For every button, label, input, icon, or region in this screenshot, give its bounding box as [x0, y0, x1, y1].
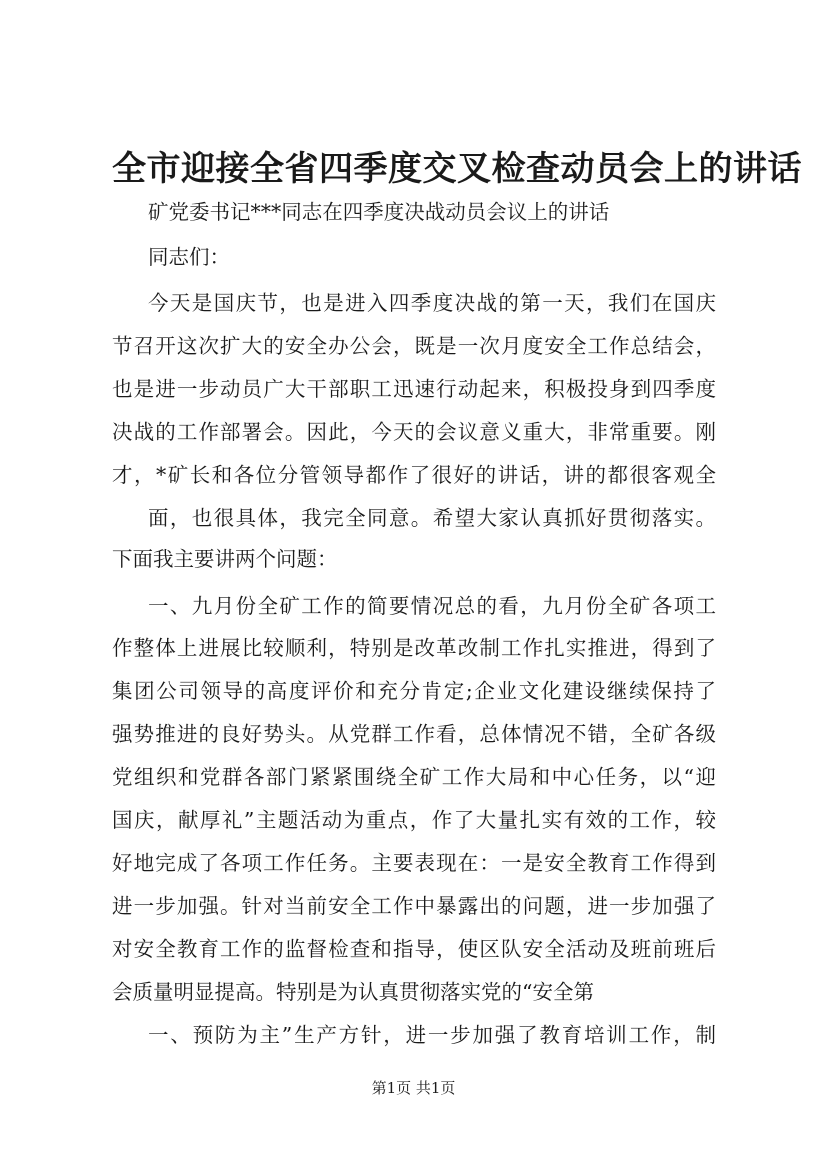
- body-line: 节召开这次扩大的安全办公会，既是一次月度安全工作总结会，: [112, 334, 716, 358]
- body-line: 好地完成了各项工作任务。主要表现在：一是安全教育工作得到: [112, 851, 716, 875]
- body-line: 才，*矿长和各位分管领导都作了很好的讲话，讲的都很客观全: [112, 463, 716, 487]
- body-line: 强势推进的良好势头。从党群工作看，总体情况不错，全矿各级: [112, 722, 716, 746]
- body-line: 决战的工作部署会。因此，今天的会议意义重大，非常重要。刚: [112, 420, 716, 444]
- body-line: 一、九月份全矿工作的简要情况总的看，九月份全矿各项工: [148, 594, 716, 618]
- document-subtitle: 矿党委书记***同志在四季度决战动员会议上的讲话: [148, 200, 610, 224]
- salutation: 同志们：: [148, 245, 230, 269]
- body-line: 下面我主要讲两个问题：: [112, 547, 338, 571]
- body-line: 进一步加强。针对当前安全工作中暴露出的问题，进一步加强了: [112, 894, 716, 918]
- page-footer: 第1页 共1页: [371, 1079, 456, 1097]
- body-line: 对安全教育工作的监督检查和指导，使区队安全活动及班前班后: [112, 937, 716, 961]
- document-title: 全市迎接全省四季度交叉检查动员会上的讲话: [112, 149, 802, 189]
- body-line: 今天是国庆节，也是进入四季度决战的第一天，我们在国庆: [148, 291, 716, 315]
- body-line: 一、预防为主”生产方针，进一步加强了教育培训工作，制: [148, 1023, 716, 1047]
- body-line: 面，也很具体，我完全同意。希望大家认真抓好贯彻落实。: [148, 506, 716, 530]
- body-line: 国庆，献厚礼”主题活动为重点，作了大量扎实有效的工作，较: [112, 808, 716, 832]
- body-line: 也是进一步动员广大干部职工迅速行动起来，积极投身到四季度: [112, 377, 716, 401]
- body-line: 作整体上进展比较顺利，特别是改革改制工作扎实推进，得到了: [112, 636, 716, 660]
- body-line: 会质量明显提高。特别是为认真贯彻落实党的“安全第: [112, 980, 594, 1004]
- body-line: 集团公司领导的高度评价和充分肯定;企业文化建设继续保持了: [112, 679, 716, 703]
- body-line: 党组织和党群各部门紧紧围绕全矿工作大局和中心任务，以“迎: [112, 765, 716, 789]
